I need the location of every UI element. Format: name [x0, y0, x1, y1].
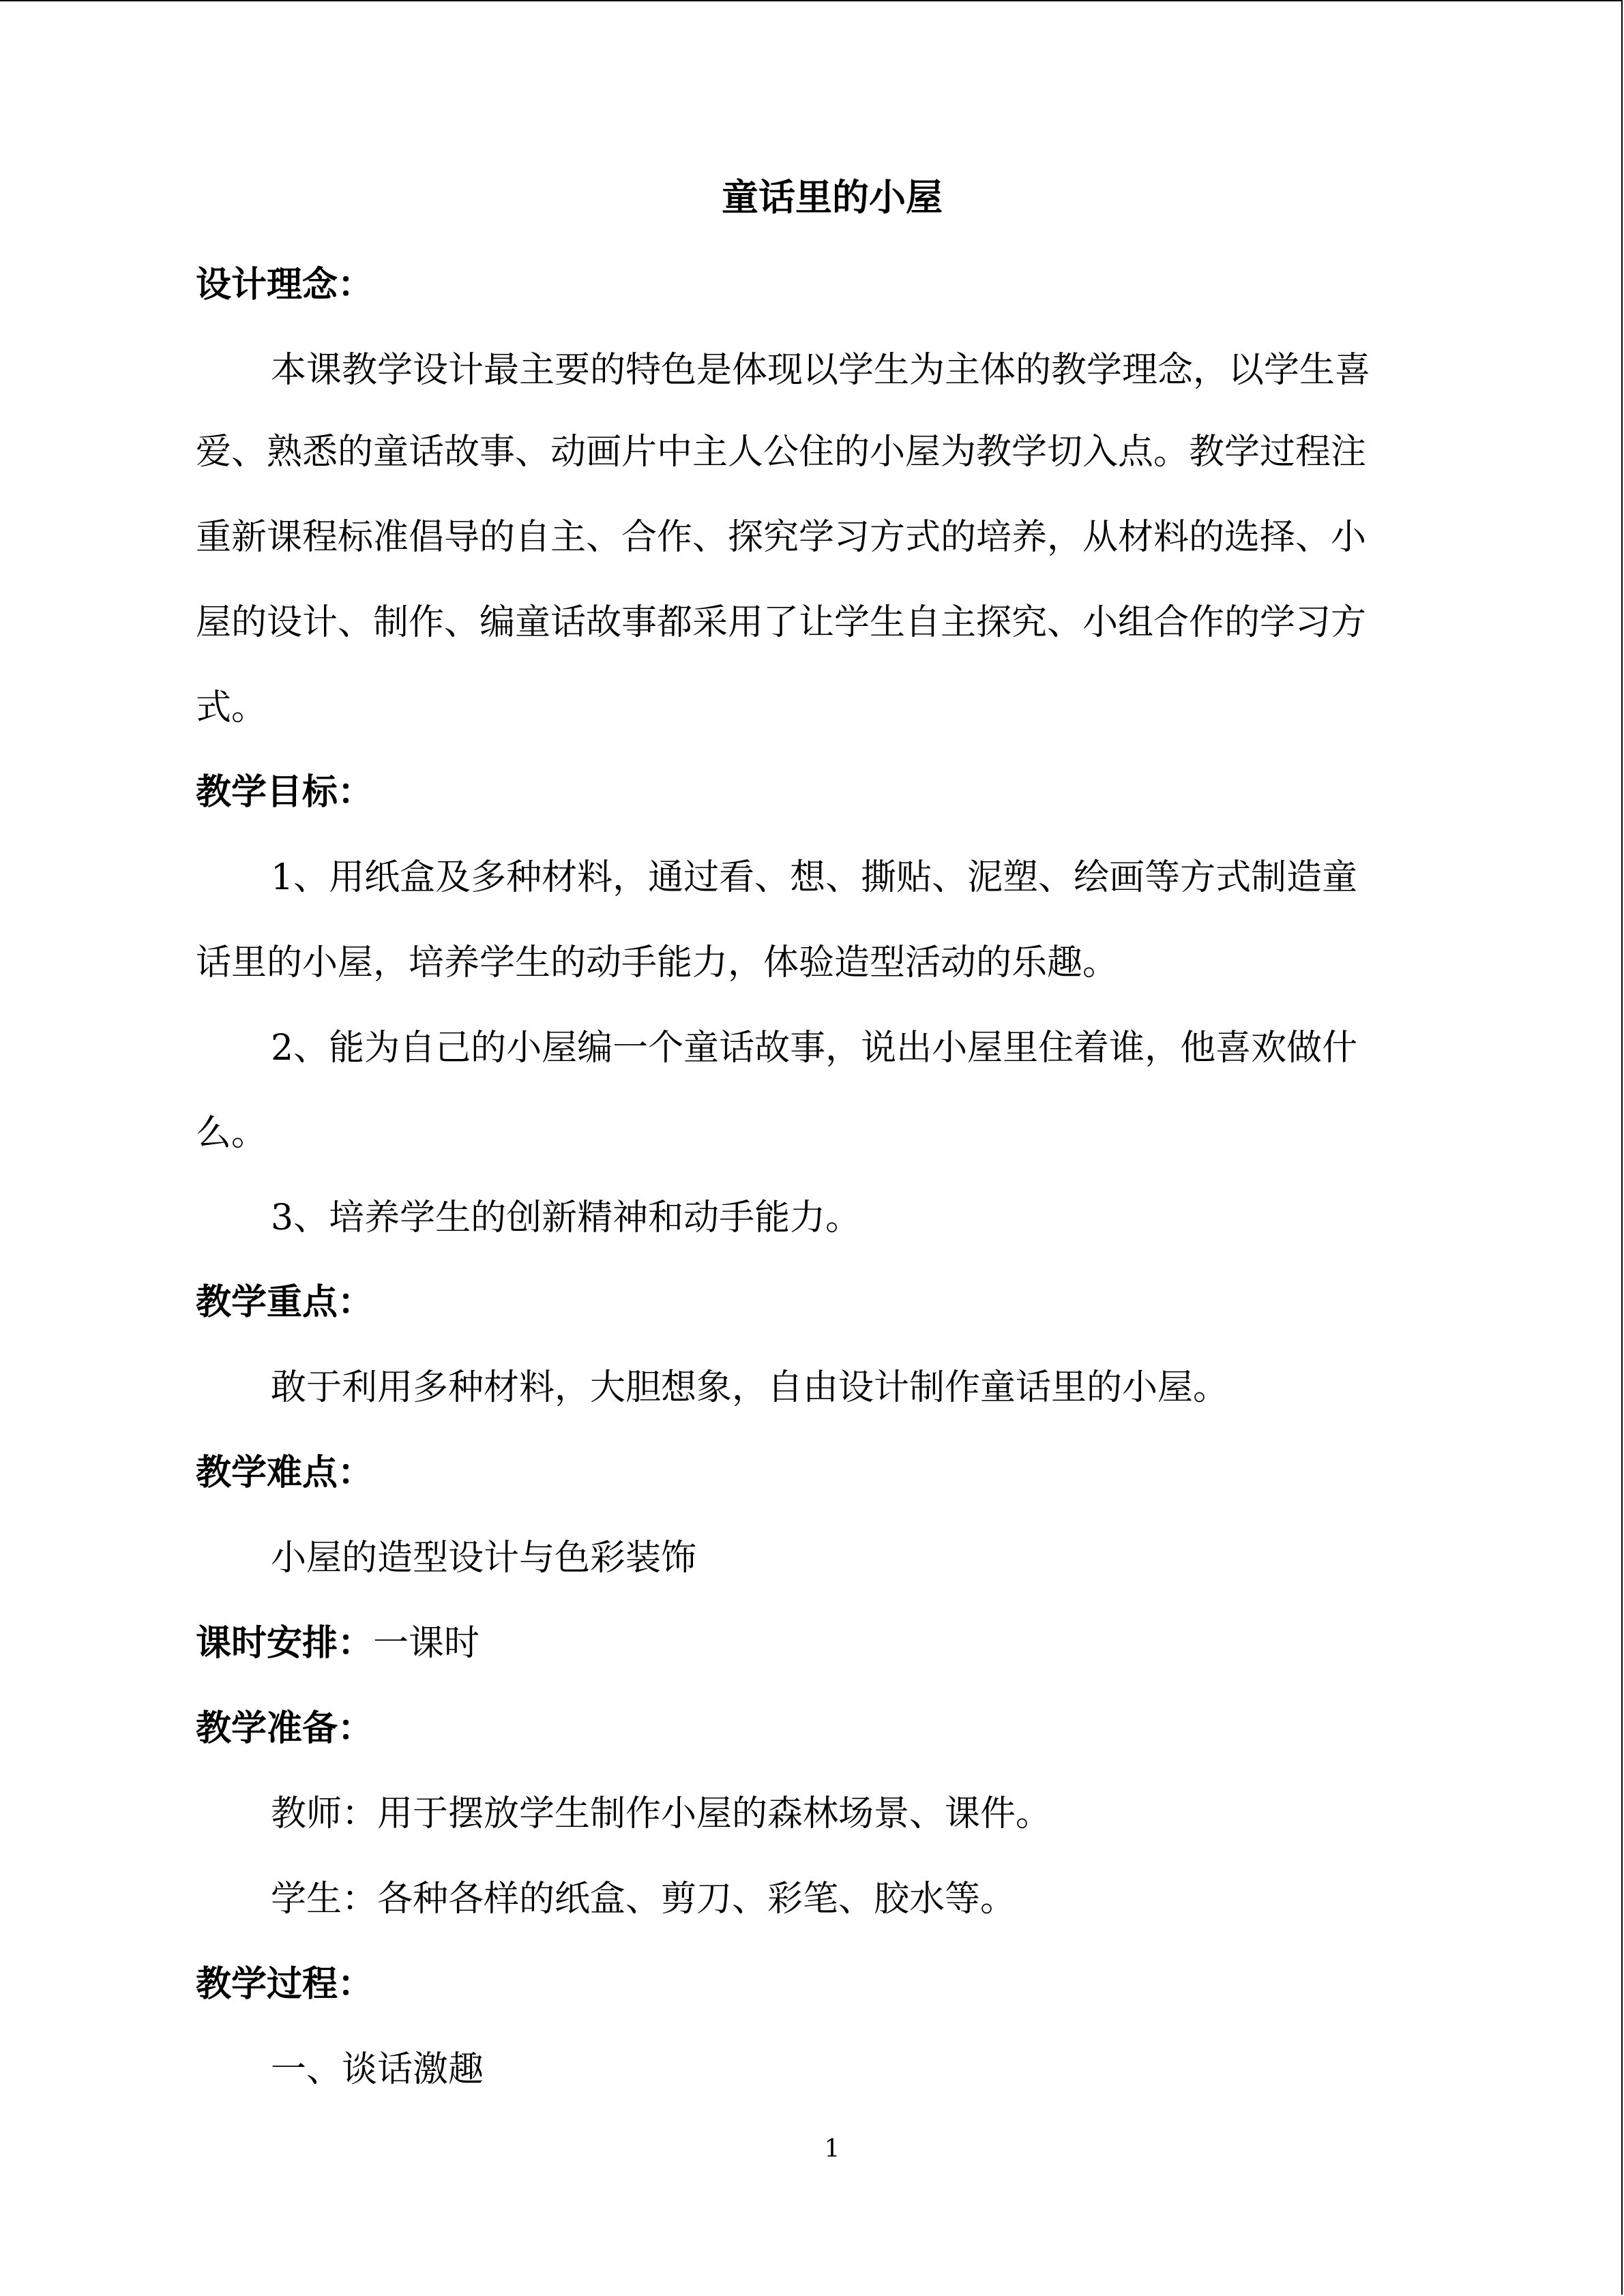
process-heading: 教学过程： — [196, 1964, 374, 2005]
preparation-students: 学生：各种各样的纸盒、剪刀、彩笔、胶水等。 — [271, 1879, 1016, 1920]
page-number: 1 — [824, 2135, 840, 2163]
objective-2-line-1: 2、能为自己的小屋编一个童话故事，说出小屋里住着谁，他喜欢做什 — [271, 1028, 1358, 1069]
difficulties-heading: 教学难点： — [196, 1452, 374, 1493]
preparation-teacher: 教师：用于摆放学生制作小屋的森林场景、课件。 — [271, 1793, 1052, 1834]
design-concept-line-5: 式。 — [196, 687, 267, 728]
design-concept-heading: 设计理念： — [196, 265, 374, 305]
objective-2-line-2: 么。 — [196, 1113, 267, 1154]
key-points-heading: 教学重点： — [196, 1282, 374, 1323]
schedule-heading: 课时安排： — [196, 1623, 374, 1664]
design-concept-line-3: 重新课程标准倡导的自主、合作、探究学习方式的培养，从材料的选择、小 — [196, 517, 1367, 558]
process-step-1: 一、谈话激趣 — [271, 2049, 484, 2090]
objective-3: 3、培养学生的创新精神和动手能力。 — [271, 1197, 861, 1238]
design-concept-line-4: 屋的设计、制作、编童话故事都采用了让学生自主探究、小组合作的学习方 — [196, 602, 1367, 643]
objectives-heading: 教学目标： — [196, 772, 374, 813]
design-concept-line-1: 本课教学设计最主要的特色是体现以学生为主体的教学理念，以学生喜 — [271, 350, 1371, 391]
key-points-text: 敢于利用多种材料，大胆想象，自由设计制作童话里的小屋。 — [271, 1367, 1229, 1408]
objective-1-line-1: 1、用纸盒及多种材料，通过看、想、撕贴、泥塑、绘画等方式制造童 — [271, 857, 1358, 898]
schedule-line — [196, 1620, 479, 1667]
document-title: 童话里的小屋 — [722, 176, 943, 219]
difficulties-text: 小屋的造型设计与色彩装饰 — [271, 1538, 697, 1579]
objective-1-line-2: 话里的小屋，培养学生的动手能力，体验造型活动的乐趣。 — [196, 942, 1119, 983]
design-concept-line-2: 爱、熟悉的童话故事、动画片中主人公住的小屋为教学切入点。教学过程注 — [196, 432, 1367, 473]
schedule-value: 一课时 — [373, 1623, 480, 1664]
preparation-heading: 教学准备： — [196, 1708, 374, 1749]
